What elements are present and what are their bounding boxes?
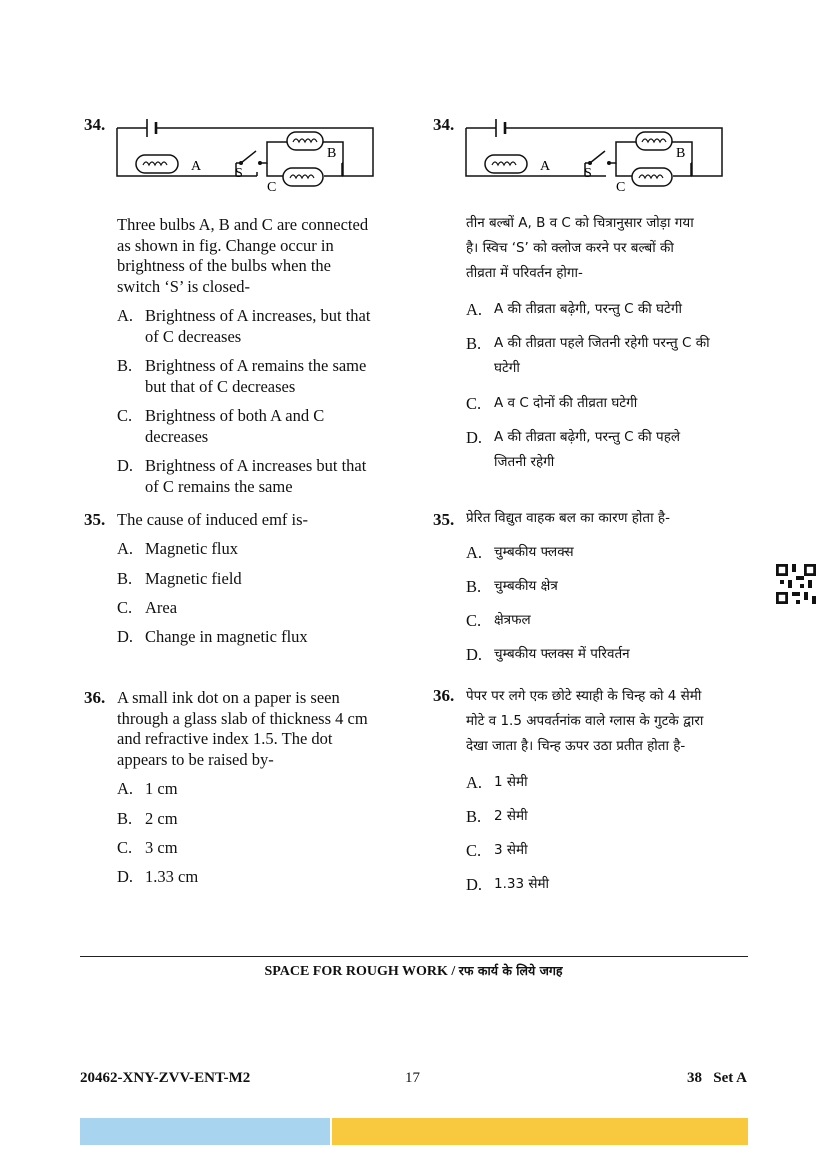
option-c[interactable]: C. 3 सेमी [466,841,528,860]
option-a[interactable]: A. Magnetic flux [117,539,239,558]
page-number: 17 [405,1070,420,1086]
divider-line [80,956,748,957]
question-number: 36. [433,686,455,705]
option-a[interactable]: A. 1 सेमी [466,773,528,792]
qr-code-icon [776,563,816,605]
question-text: तीन बल्बों A, B व C को चित्रानुसार जोड़ा गया है। स्विच ‘S’ को क्लोज करने पर बल्बों की तीव्रता में परिवर्तन होगा- [466,215,694,281]
option-d[interactable]: D. 1.33 cm [117,867,199,886]
footer-band-left [80,1118,330,1145]
option-c[interactable]: C. 3 cm [117,838,178,857]
footer-band-right [332,1118,748,1145]
circuit-diagram [466,115,726,195]
question-text: पेपर पर लगे एक छोटे स्याही के चिन्ह को 4 सेमी मोटे व 1.5 अपवर्तनांक वाले ग्लास के गुटके द्वारा देखा जाता है। चिन्ह ऊपर उठा प्रतीत होता है- [466,688,704,754]
option-a[interactable]: A. A की तीव्रता बढ़ेगी, परन्तु C की घटेगी [466,300,682,319]
option-c[interactable]: C. क्षेत्रफल [466,611,531,630]
question-number: 35. [84,510,106,529]
option-a[interactable]: A. Brightness of A increases, but that of C decreases [117,306,371,346]
option-b[interactable]: B. A की तीव्रता पहले जितनी रहेगी परन्तु C की घटेगी [466,334,710,376]
bulb-b-label: B [327,146,337,161]
option-b[interactable]: B. 2 सेमी [466,807,528,826]
bulb-b-label: B [676,146,686,161]
option-d[interactable]: D. चुम्बकीय फ्लक्स में परिवर्तन [466,645,630,664]
question-text: The cause of induced emf is- [117,510,309,529]
rough-work-heading: SPACE FOR ROUGH WORK / रफ कार्य के लिये जगह [264,963,563,979]
option-a[interactable]: A. चुम्बकीय फ्लक्स [466,543,574,562]
option-b[interactable]: B. 2 cm [117,809,178,828]
option-d[interactable]: D. Brightness of A increases but that of C remains the same [117,456,367,496]
option-d[interactable]: D. 1.33 सेमी [466,875,550,894]
option-d[interactable]: D. Change in magnetic flux [117,627,308,646]
bulb-a-label: A [540,159,551,174]
paper-code: 20462-XNY-ZVV-ENT-M2 [80,1070,251,1086]
question-text: प्रेरित विद्युत वाहक बल का कारण होता है- [466,510,670,526]
option-b[interactable]: B. चुम्बकीय क्षेत्र [466,577,558,596]
circuit-diagram [117,115,377,195]
option-c[interactable]: C. Area [117,598,178,617]
question-number: 34. [84,115,106,134]
option-c[interactable]: C. A व C दोनों की तीव्रता घटेगी [466,394,638,413]
bulb-c-label: C [267,180,277,195]
option-a[interactable]: A. 1 cm [117,779,178,798]
question-text: A small ink dot on a paper is seen through a glass slab of thickness 4 cm and refractive index 1.5. The dot appears to be raised by- [117,688,368,769]
question-number: 35. [433,510,455,529]
option-d[interactable]: D. A की तीव्रता बढ़ेगी, परन्तु C की पहले जितनी रहेगी [466,428,681,470]
switch-s-label: S [235,166,243,181]
question-number: 36. [84,688,106,707]
option-b[interactable]: B. Magnetic field [117,569,242,588]
bulb-c-label: C [616,180,626,195]
set-label: 38 Set A [687,1070,747,1086]
option-c[interactable]: C. Brightness of both A and C decreases [117,406,325,446]
switch-s-label: S [584,166,592,181]
bulb-a-label: A [191,159,202,174]
question-text: Three bulbs A, B and C are connected as shown in fig. Change occur in brightness of the bulbs when the switch ‘S’ is closed- [117,215,369,296]
question-number: 34. [433,115,455,134]
option-b[interactable]: B. Brightness of A remains the same but that of C decreases [117,356,367,396]
